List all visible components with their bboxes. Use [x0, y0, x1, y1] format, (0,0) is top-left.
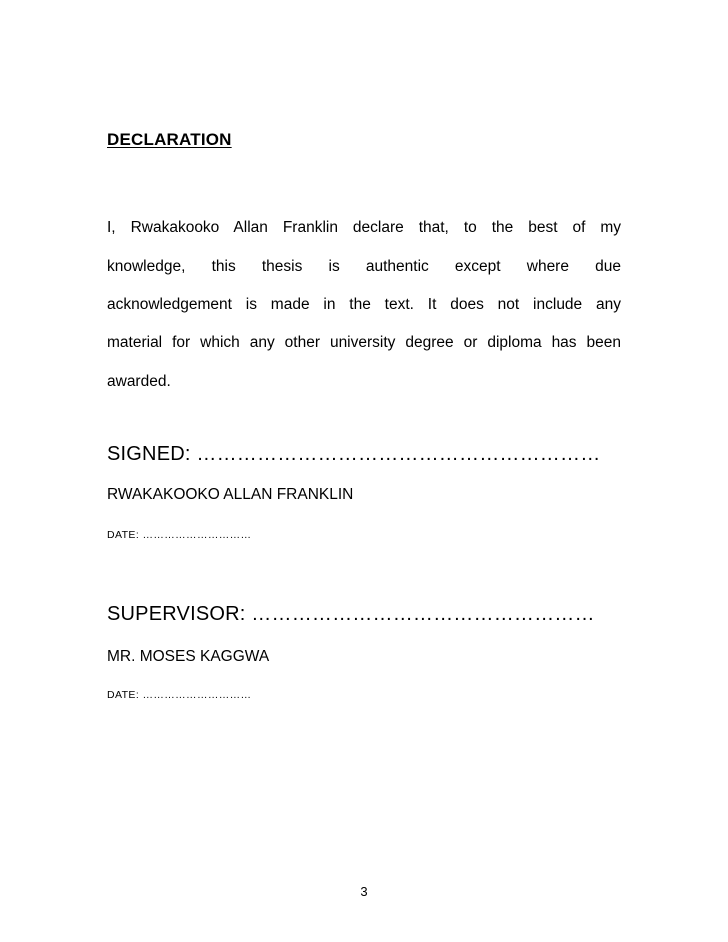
- supervisor-date-line: DATE: …………………………: [107, 689, 252, 701]
- declaration-text-line: I, Rwakakooko Allan Franklin declare that, to the best of my: [107, 219, 621, 236]
- declaration-text-line: awarded.: [107, 373, 171, 390]
- declaration-text-line: knowledge, this thesis is authentic except where due: [107, 258, 621, 275]
- student-signature-line: SIGNED: ……………………………………………………: [107, 443, 601, 465]
- declaration-text-line: acknowledgement is made in the text. It does not include any: [107, 296, 621, 313]
- supervisor-name: MR. MOSES KAGGWA: [107, 648, 270, 665]
- student-name: RWAKAKOOKO ALLAN FRANKLIN: [107, 486, 354, 503]
- declaration-heading: DECLARATION: [107, 130, 232, 149]
- student-date-line: DATE: …………………………: [107, 529, 252, 541]
- page-number: 3: [360, 884, 368, 899]
- supervisor-signature-line: SUPERVISOR: ……………………………………………: [107, 603, 595, 625]
- declaration-text-line: material for which any other university degree or diploma has been: [107, 334, 621, 351]
